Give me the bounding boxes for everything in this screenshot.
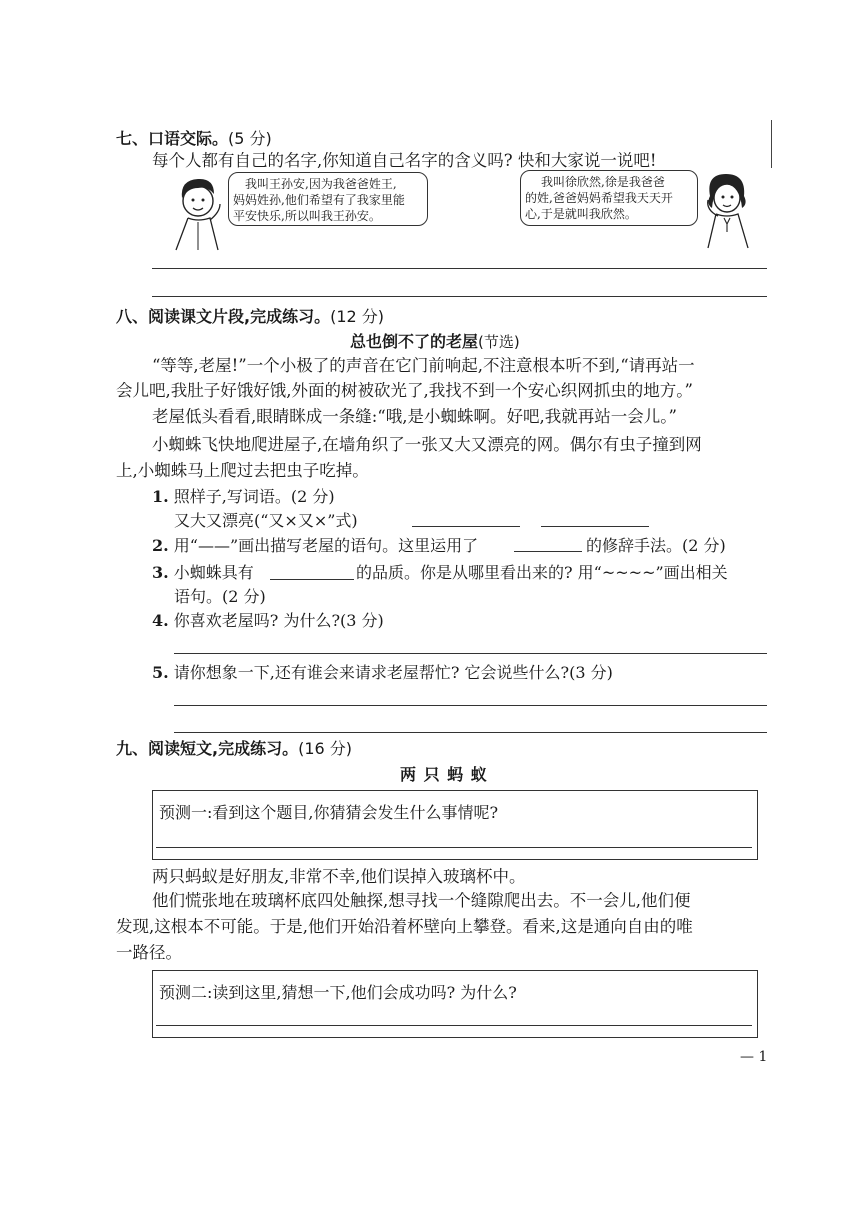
question-1-example: 又大又漂亮(“又×又×”式) [174,511,358,530]
question-5-answer-line-1[interactable] [174,705,767,706]
boy-speech-bubble [228,172,428,226]
passage-line-1: “等等,老屋!”一个小极了的声音在它门前响起,不注意根本听不到,“请再站一 [152,356,695,375]
question-1-text: 照样子,写词语。(2 分) [173,487,335,506]
prediction-1-text: 预测一:看到这个题目,你猜猜会发生什么事情呢? [159,803,499,822]
story-line-3: 发现,这根本不可能。于是,他们开始沿着杯壁向上攀登。看来,这是通向自由的唯 [116,917,693,936]
boy-line-2: 妈妈姓孙,他们希望有了我家里能 [233,193,405,207]
question-4 [152,610,384,632]
question-2-blank[interactable] [514,551,582,552]
question-4-text: 你喜欢老屋吗? 为什么?(3 分) [173,611,384,630]
section-8-heading: 八、阅读课文片段,完成练习。(12 分) [116,307,385,326]
section-7-prompt: 每个人都有自己的名字,你知道自己名字的含义吗? 快和大家说一说吧! [152,151,657,170]
question-1 [152,486,335,508]
question-3-text-b: 的品质。你是从哪里看出来的? 用“~~~~”画出相关 [356,563,728,582]
prediction-2-answer-line[interactable] [156,1025,752,1026]
question-2 [152,535,478,557]
girl-illustration [696,170,758,250]
section-7-answer-line-2[interactable] [152,296,767,297]
story-title: 两 只 蚂 蚁 [400,765,488,784]
question-2-text-a: 用“——”画出描写老屋的语句。这里运用了 [173,536,479,555]
prediction-2-text: 预测二:读到这里,猜想一下,他们会成功吗? 为什么? [159,983,517,1002]
girl-line-3: 心,于是就叫我欣然。 [525,207,637,221]
prediction-box-1 [152,790,758,860]
passage-line-3: 老屋低头看看,眼睛眯成一条缝:“哦,是小蜘蛛啊。好吧,我就再站一会儿。” [152,407,677,426]
girl-line-1: 我叫徐欣然,徐是我爸爸 [541,175,665,189]
section-7-heading: 七、口语交际。(5 分) [116,129,272,148]
question-3-number: 3. [152,563,169,582]
boy-line-3: 平安快乐,所以叫我王孙安。 [233,209,381,223]
question-3-blank[interactable] [270,579,354,580]
question-4-answer-line[interactable] [174,653,767,654]
question-5 [152,662,613,684]
question-2-text-b: 的修辞手法。(2 分) [586,536,726,555]
margin-rule [771,120,772,168]
page-number: — 1 [740,1049,768,1065]
boy-line-1: 我叫王孙安,因为我爸爸姓王, [245,177,397,191]
story-line-1: 两只蚂蚁是好朋友,非常不幸,他们误掉入玻璃杯中。 [152,867,526,886]
question-3-text-c: 语句。(2 分) [174,587,266,606]
section-9-heading: 九、阅读短文,完成练习。(16 分) [116,739,353,758]
question-4-number: 4. [152,611,169,630]
story-line-2: 他们慌张地在玻璃杯底四处触探,想寻找一个缝隙爬出去。不一会儿,他们便 [152,891,691,910]
question-3-text-a: 小蜘蛛具有 [173,563,254,582]
passage-line-2: 会儿吧,我肚子好饿好饿,外面的树被砍光了,我找不到一个安心织网抓虫的地方。” [116,381,693,400]
question-1-blank-1[interactable] [412,526,520,527]
prediction-1-answer-line[interactable] [156,847,752,848]
question-5-answer-line-2[interactable] [174,732,767,733]
girl-speech-bubble [520,170,698,226]
girl-line-2: 的姓,爸爸妈妈希望我天天开 [525,191,673,205]
question-1-number: 1. [152,487,169,506]
passage-title: 总也倒不了的老屋(节选) [350,332,520,351]
question-5-text: 请你想象一下,还有谁会来请求老屋帮忙? 它会说些什么?(3 分) [173,663,613,682]
question-1-blank-2[interactable] [541,526,649,527]
passage-line-5: 上,小蜘蛛马上爬过去把虫子吃掉。 [116,461,369,480]
boy-illustration [168,174,230,252]
story-line-4: 一路径。 [116,943,182,962]
prediction-box-2 [152,970,758,1038]
passage-line-4: 小蜘蛛飞快地爬进屋子,在墙角织了一张又大又漂亮的网。偶尔有虫子撞到网 [152,435,702,454]
question-2-number: 2. [152,536,169,555]
question-3 [152,562,254,584]
section-7-answer-line-1[interactable] [152,268,767,269]
question-5-number: 5. [152,663,169,682]
